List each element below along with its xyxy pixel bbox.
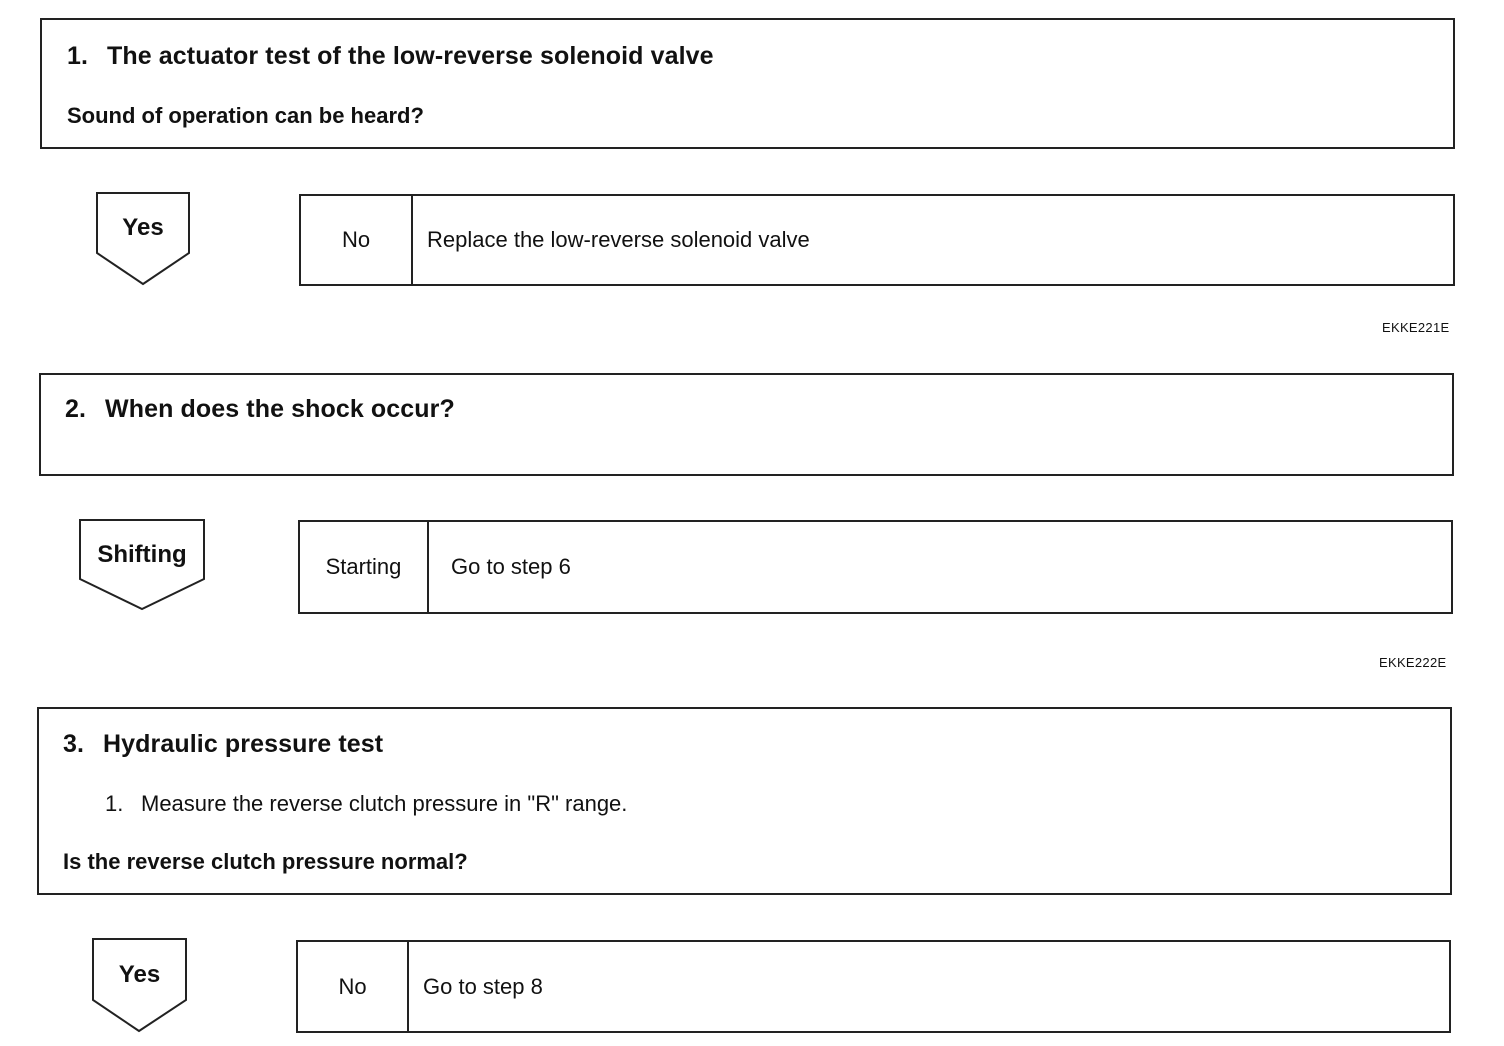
step-1-no-box [299, 194, 1455, 286]
step-1-no-action: Replace the low-reverse solenoid valve [427, 227, 810, 252]
step-1-question-box [40, 18, 1455, 149]
step-3-no-box [296, 940, 1451, 1033]
step-1-yes-label: Yes [122, 214, 164, 241]
step-3-yes-label: Yes [118, 961, 161, 988]
step-1-no-label: No [301, 196, 413, 284]
step-3-number: 3. [63, 730, 85, 758]
step-3-title [63, 730, 383, 759]
step-3-item-1-number: 1. [105, 791, 124, 816]
step-3-question-box [37, 707, 1452, 895]
step-2-number: 2. [65, 395, 87, 423]
step-2-figure-code: EKKE222E [1379, 655, 1447, 670]
step-3-item-1 [105, 791, 627, 817]
step-1-title [67, 42, 714, 71]
step-2-title [65, 395, 455, 424]
step-3-item-1-text: Measure the reverse clutch pressure in "R" range. [141, 791, 628, 816]
step-3-no-action: Go to step 8 [423, 973, 543, 999]
step-2-question-box [39, 373, 1454, 476]
step-3-question: Is the reverse clutch pressure normal? [63, 849, 468, 874]
step-1-title-text: The actuator test of the low-reverse solenoid valve [107, 42, 714, 70]
step-3-title-text: Hydraulic pressure test [103, 730, 384, 758]
step-3-no-label: No [298, 942, 409, 1031]
step-2-shifting-label: Shifting [97, 541, 187, 568]
step-1-figure-code: EKKE221E [1382, 320, 1450, 335]
step-2-starting-box [298, 520, 1453, 614]
step-1-number: 1. [67, 42, 89, 70]
step-2-title-text: When does the shock occur? [105, 395, 455, 423]
step-1-question: Sound of operation can be heard? [67, 103, 424, 128]
step-2-starting-label: Starting [300, 522, 429, 612]
step-2-starting-action: Go to step 6 [451, 554, 571, 579]
